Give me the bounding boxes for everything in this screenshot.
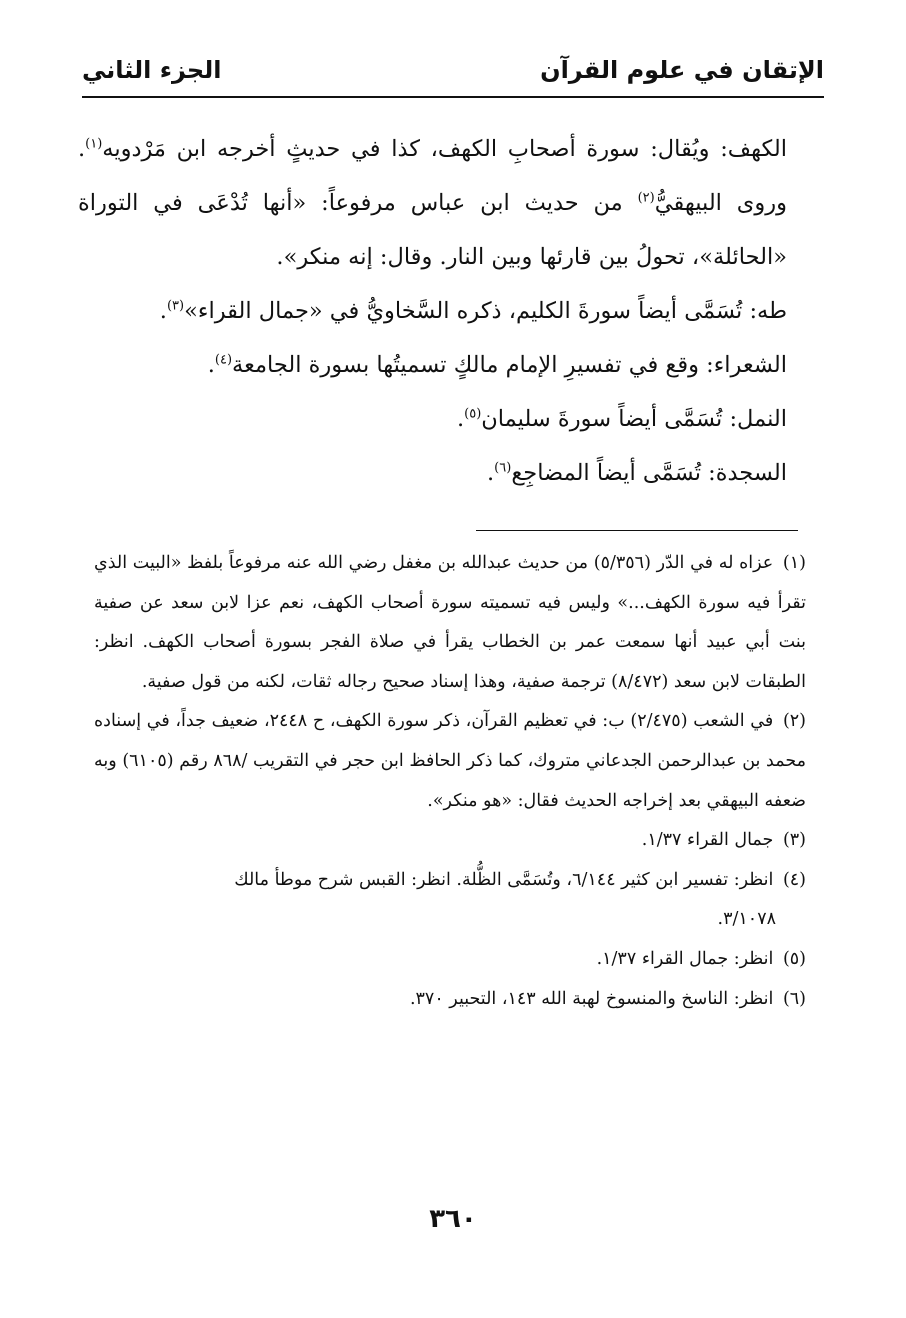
footnote-text: انظر: الناسخ والمنسوخ لهبة الله ١٤٣، التحبير ٣٧٠.: [409, 988, 774, 1009]
footnote-marker: (٤): [214, 352, 233, 368]
footnote-3: [94, 821, 806, 861]
paragraph-shuara: [78, 338, 822, 392]
footnote-text: في الشعب (٢/٤٧٥) ب: في تعظيم القرآن، ذكر سورة الكهف، ح ٢٤٤٨، ضعيف جداً، في إسناده محمد بن عبدالرحمن الجدعاني متروك، كما ذكر الحافظ ابن حجر في التقريب /٨٦٨ رقم (٦١٠٥) وبه ضعفه البيهقي بعد إخراجه الحديث فقال: «هو منكر».: [94, 711, 806, 811]
book-title: الإتقان في علوم القرآن: [540, 56, 824, 84]
paragraph-text: .: [159, 298, 167, 324]
footnote-text: انظر: جمال القراء ١/٣٧.: [596, 948, 774, 969]
paragraph-text: . وروى البيهقيُّ: [78, 136, 787, 216]
footnote-number: (١): [782, 553, 806, 573]
footnote-marker: (٢): [637, 190, 655, 206]
paragraph-taha: [78, 284, 822, 338]
footnote-4-continued: [94, 900, 806, 940]
footnote-4: [94, 861, 806, 901]
footnote-text: جمال القراء ١/٣٧.: [641, 830, 774, 851]
footnote-number: (٢): [782, 711, 806, 732]
footnote-separator: [476, 530, 798, 531]
footnote-6: [94, 980, 806, 1020]
footnote-marker: (٣): [166, 298, 185, 314]
footnote-2: [94, 702, 806, 821]
paragraph-text: السجدة: تُسَمَّى أيضاً المضاجِع: [511, 460, 787, 486]
paragraph-text: .: [207, 352, 215, 378]
volume-label: الجزء الثاني: [82, 56, 222, 84]
paragraph-text: النمل: تُسَمَّى أيضاً سورةَ سليمان: [481, 406, 787, 432]
footnote-marker: (١): [85, 136, 103, 152]
footnote-text: انظر: تفسير ابن كثير ٦/١٤٤، وتُسَمَّى الظُّلة. انظر: القبس شرح موطأ مالك: [234, 869, 774, 890]
footnote-5: [94, 940, 806, 980]
footnote-marker: (٥): [464, 406, 482, 422]
main-text: [78, 122, 822, 500]
paragraph-kahf: [78, 122, 822, 284]
footnotes: [94, 544, 806, 1019]
paragraph-naml: [78, 392, 822, 446]
paragraph-sajda: [78, 446, 822, 500]
paragraph-text: .: [487, 460, 495, 486]
paragraph-text: الشعراء: وقع في تفسيرِ الإمام مالكٍ تسميتُها بسورة الجامعة: [232, 352, 787, 378]
footnote-text: عزاه له في الدّر (٥/٣٥٦) من حديث عبدالله بن مغفل رضي الله عنه مرفوعاً بلفظ «البيت الذي تقرأ فيه سورة الكهف...» وليس فيه تسميته سورة أصحاب الكهف، نعم عزا لابن سعد عن صفية بنت أبي عبيد أنها سمعت عمر بن الخطاب يقرأ في صلاة الفجر بسورة أصحاب الكهف. انظر: الطبقات لابن سعد (٨/٤٧٢) ترجمة صفية، وهذا إسناد صحيح رجاله ثقات، لكنه من قول صفية.: [94, 553, 806, 692]
paragraph-text: طه: تُسَمَّى أيضاً سورةَ الكليم، ذكره السَّخاويُّ في «جمال القراء»: [184, 298, 787, 324]
paragraph-text: الكهف: ويُقال: سورة أصحابِ الكهف، كذا في حديثٍ أخرجه ابن مَرْدويه: [102, 136, 787, 162]
paragraph-text: .: [456, 406, 465, 432]
footnote-number: (٣): [782, 830, 806, 851]
footnote-number: (٥): [782, 948, 806, 969]
footnote-marker: (٦): [494, 460, 512, 476]
footnote-number: (٦): [782, 988, 806, 1009]
footnote-number: (٤): [782, 869, 806, 890]
footnote-1: [94, 544, 806, 702]
running-header: [82, 44, 824, 98]
page-number: ٣٦٠: [429, 1204, 477, 1234]
paragraph-text: من حديث ابن عباس مرفوعاً: «أنها تُدْعَى في التوراة «الحائلة»، تحولُ بين قارئها وبين النار. وقال: إنه منكر».: [78, 190, 787, 270]
footnote-text: ٣/١٠٧٨.: [717, 909, 776, 930]
